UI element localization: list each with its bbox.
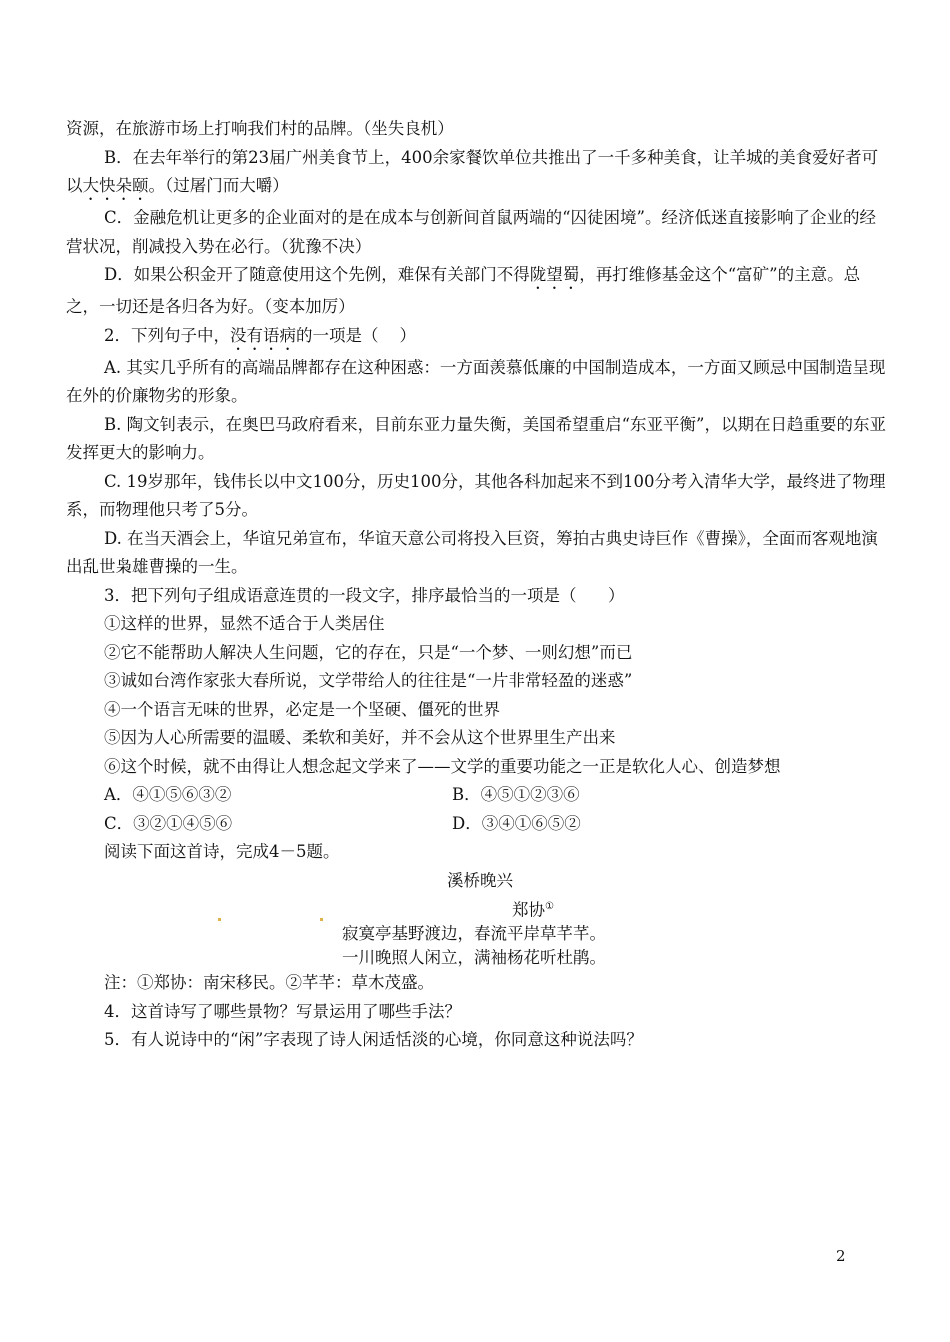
question-3-option-d: D．③④①⑥⑤②: [452, 813, 581, 833]
emphasized-phrase: 没有语病: [230, 325, 296, 345]
reading-instruction: 阅读下面这首诗，完成4－5题。: [104, 842, 340, 861]
question-3-option-a: A．④①⑤⑥③②: [104, 785, 232, 804]
question-4: 4．这首诗写了哪些景物？写景运用了哪些手法？: [104, 1001, 461, 1021]
option-c: C．金融危机让更多的企业面对的是在成本与创新间首鼠两端的“囚徒困境”。经济低迷直接影响了企业的经营状况，削减投入势在必行。（犹豫不决）: [66, 208, 876, 256]
question-2-option-a: A. 其实几乎所有的高端品牌都存在这种困惑：一方面羡慕低廉的中国制造成本，一方面又顾忌中国制造呈现在外的价廉物劣的形象。: [66, 357, 886, 405]
question-3-option-b: B．④⑤①②③⑥: [452, 785, 580, 804]
footnote-marker: ①: [545, 900, 554, 912]
question-3-options-row-1: [66, 781, 886, 810]
question-3-option-c: C．③②①④⑤⑥: [104, 813, 233, 833]
sentence-6: ⑥这个时候，就不由得让人想念起文学来了——文学的重要功能之一正是软化人心、创造梦想: [104, 756, 781, 776]
poem-line-1: 寂寞亭基野渡边，春流平岸草芊芊。: [342, 924, 606, 943]
poem-note: 注：①郑协：南宋移民。②芊芊：草木茂盛。: [104, 973, 434, 992]
question-2-option-d: D. 在当天酒会上，华谊兄弟宣布，华谊天意公司将投入巨资，筹拍古典史诗巨作《曹操》，全面而客观地演出乱世枭雄曹操的一生。: [66, 528, 878, 576]
poem-line-2: 一川晚照人闲立，满袖杨花听杜鹃。: [342, 947, 606, 967]
poem-author: 郑协①: [512, 900, 554, 919]
question-2-option-b: B. 陶文钊表示，在奥巴马政府看来，目前东亚力量失衡，美国希望重启“东亚平衡”，以期在日趋重要的东亚发挥更大的影响力。: [66, 414, 886, 462]
poem-title: 溪桥晚兴: [447, 870, 513, 890]
question-2-option-c: C. 19岁那年，钱伟长以中文100分，历史100分，其他各科加起来不到100分考入清华大学，最终进了物理系，而物理他只考了5分。: [66, 471, 886, 519]
sentence-3: ③诚如台湾作家张大春所说，文学带给人的往往是“一片非常轻盈的迷惑”: [104, 671, 633, 690]
sentence-4: ④一个语言无味的世界，必定是一个坚硬、僵死的世界: [104, 699, 500, 719]
option-d: D．如果公积金开了随意使用这个先例，难保有关部门不得陇望蜀，再打维修基金这个“富矿”的主意。总之，一切还是各归各为好。（变本加厉）: [66, 265, 861, 316]
sentence-2: ②它不能帮助人解决人生问题，它的存在，只是“一个梦、一则幻想”而已: [104, 642, 633, 662]
sentence-1: ①这样的世界，显然不适合于人类居住: [104, 614, 385, 633]
sentence-5: ⑤因为人心所需要的温暖、柔软和美好，并不会从这个世界里生产出来: [104, 728, 616, 747]
question-2: 2．下列句子中，没有语病的一项是（ ）: [104, 325, 416, 345]
option-b: B．在去年举行的第23届广州美食节上，400余家餐饮单位共推出了一千多种美食，让羊城的美食爱好者可以大快朵颐。（过屠门而大嚼）: [66, 147, 879, 195]
question-3: 3．把下列句子组成语意连贯的一段文字，排序最恰当的一项是（ ）: [104, 585, 625, 605]
emphasized-idiom: 陇望蜀: [529, 265, 580, 284]
decorative-speck: [218, 918, 221, 921]
question-3-options-row-2: [66, 810, 886, 839]
question-5: 5．有人说诗中的“闲”字表现了诗人闲适恬淡的心境，你同意这种说法吗？: [104, 1030, 643, 1049]
decorative-speck: [320, 918, 323, 921]
document-body: [66, 115, 886, 1055]
option-a-continued: 资源，在旅游市场上打响我们村的品牌。（坐失良机）: [66, 119, 454, 138]
emphasized-idiom: 大快朵颐: [82, 176, 149, 195]
page-number: 2: [836, 1247, 846, 1265]
